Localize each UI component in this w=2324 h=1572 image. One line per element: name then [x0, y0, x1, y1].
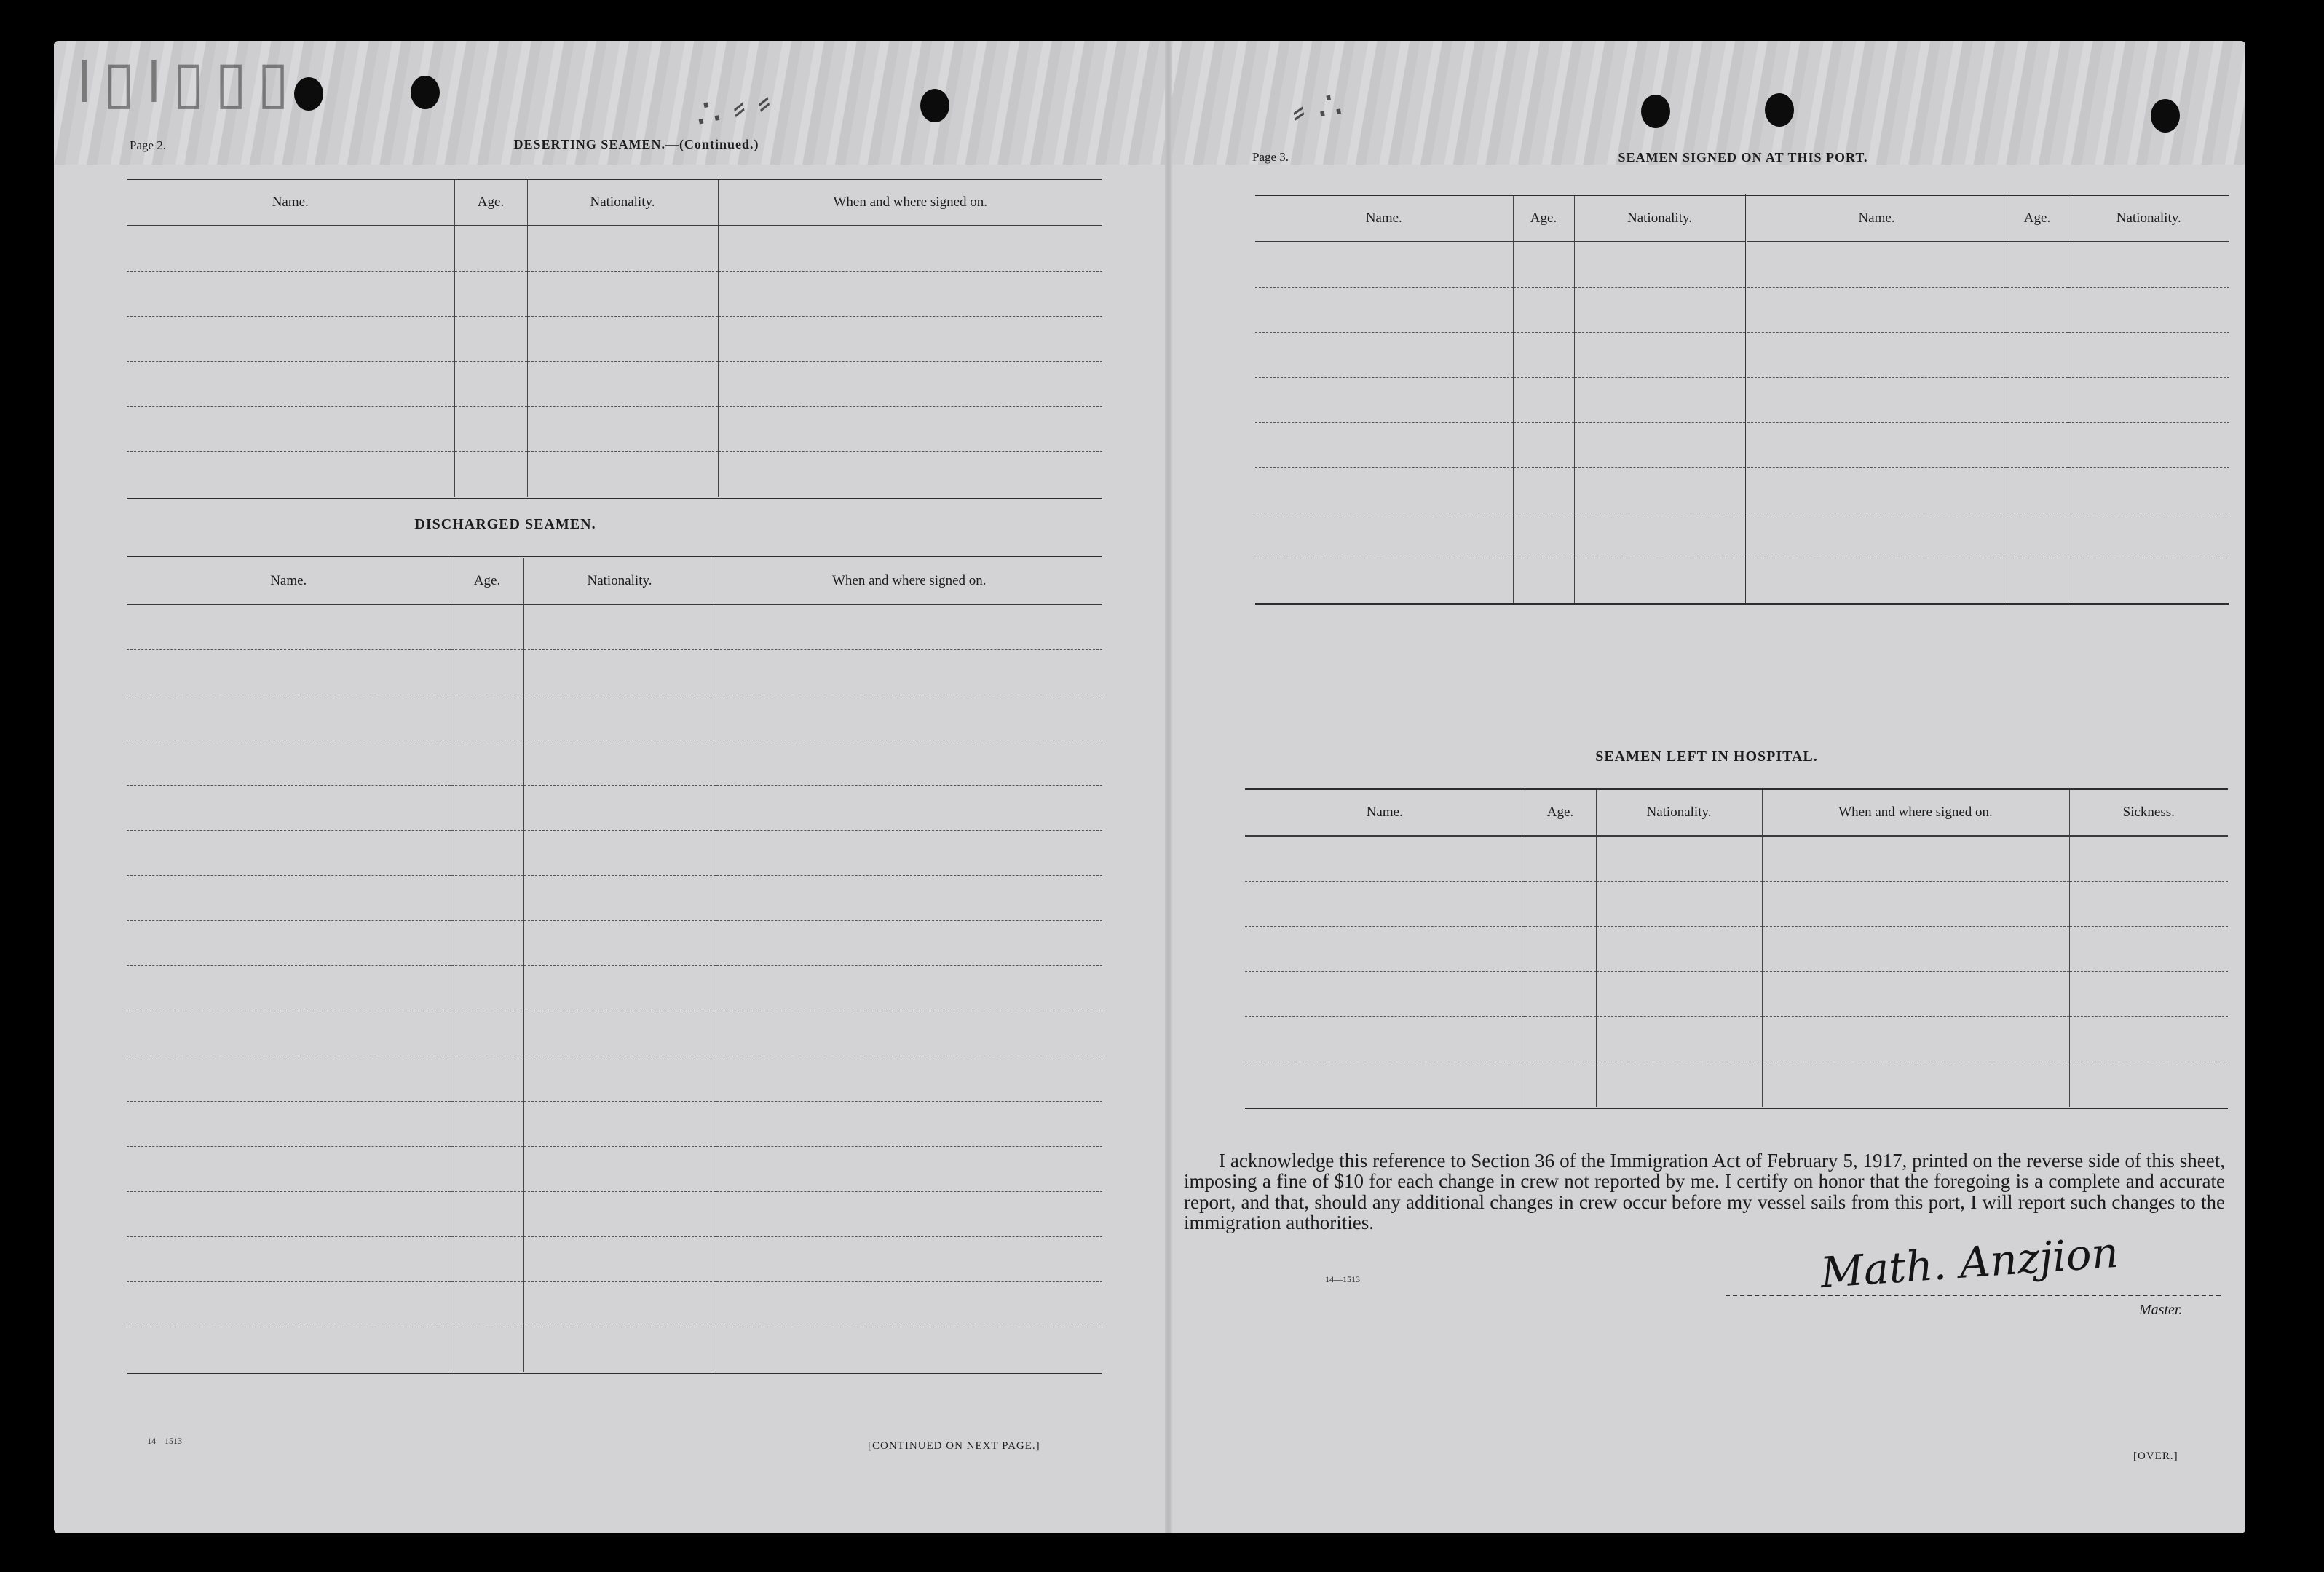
table-cell — [1762, 1017, 2069, 1062]
table-cell — [718, 226, 1102, 272]
table-cell — [2068, 468, 2229, 513]
table-cell — [2068, 242, 2229, 288]
table-cell — [1255, 513, 1513, 558]
table-cell — [451, 1056, 523, 1102]
table-cell — [451, 1327, 523, 1373]
column-header-nationality: Nationality. — [523, 558, 716, 605]
table-cell — [2007, 288, 2068, 333]
table-cell — [127, 1147, 451, 1192]
table-row — [127, 1011, 1102, 1056]
table-cell — [1762, 927, 2069, 972]
column-header-name: Name. — [127, 179, 454, 226]
table-cell — [127, 362, 454, 407]
table-cell — [451, 604, 523, 650]
table-cell — [1255, 242, 1513, 288]
table-cell — [1746, 513, 2007, 558]
table-cell — [454, 272, 527, 317]
table-cell — [1513, 558, 1574, 604]
table-cell — [2007, 423, 2068, 468]
table-row — [1255, 333, 2229, 378]
hospital-table — [1245, 788, 2228, 1109]
table-cell — [1255, 333, 1513, 378]
table-cell — [127, 1282, 451, 1327]
table-cell — [1513, 242, 1574, 288]
table-row — [1255, 513, 2229, 558]
table-cell — [1596, 1062, 1762, 1108]
column-header-signed-on: When and where signed on. — [1762, 789, 2069, 837]
table-cell — [1513, 288, 1574, 333]
column-header-name: Name. — [127, 558, 451, 605]
table-cell — [127, 831, 451, 876]
table-cell — [451, 740, 523, 786]
table-cell — [1255, 558, 1513, 604]
handwritten-marks-top-right: ⸗ ∴ — [1288, 81, 1345, 134]
hospital-rows — [1245, 836, 2228, 1108]
table-cell — [1245, 1062, 1525, 1108]
table-cell — [527, 407, 718, 452]
table-cell — [454, 362, 527, 407]
page-label: Page 2. — [130, 138, 167, 152]
table-cell — [1574, 242, 1746, 288]
table-cell — [451, 876, 523, 921]
center-fold — [1165, 41, 1172, 1533]
table-cell — [1596, 927, 1762, 972]
table-cell — [523, 786, 716, 831]
table-row — [127, 604, 1102, 650]
table-cell — [1245, 927, 1525, 972]
table-row — [127, 876, 1102, 921]
table-cell — [127, 452, 454, 498]
table-cell — [1574, 288, 1746, 333]
table-cell — [451, 650, 523, 695]
table-cell — [1245, 1017, 1525, 1062]
table-cell — [716, 1237, 1102, 1282]
table-cell — [716, 604, 1102, 650]
table-cell — [127, 317, 454, 362]
deserting-seamen-title: DESERTING SEAMEN.—(Continued.) — [513, 137, 759, 151]
table-row — [127, 1282, 1102, 1327]
table-cell — [523, 1102, 716, 1147]
table-cell — [1574, 423, 1746, 468]
table-row — [127, 1056, 1102, 1102]
table-cell — [527, 362, 718, 407]
column-header-age-2: Age. — [2007, 195, 2068, 242]
table-cell — [1596, 882, 1762, 927]
table-cell — [523, 1056, 716, 1102]
table-cell — [1245, 836, 1525, 882]
table-cell — [2068, 558, 2229, 604]
table-row — [1245, 1017, 2228, 1062]
table-row — [127, 407, 1102, 452]
signed-on-table — [1255, 194, 2229, 605]
table-row — [127, 226, 1102, 272]
table-cell — [527, 226, 718, 272]
column-header-age: Age. — [451, 558, 523, 605]
table-cell — [451, 1102, 523, 1147]
column-header-age: Age. — [454, 179, 527, 226]
table-cell — [1574, 513, 1746, 558]
table-cell — [127, 876, 451, 921]
table-cell — [2007, 333, 2068, 378]
table-cell — [127, 226, 454, 272]
table-cell — [527, 272, 718, 317]
table-cell — [1596, 972, 1762, 1017]
table-cell — [1746, 242, 2007, 288]
table-row — [1245, 836, 2228, 882]
table-cell — [1746, 468, 2007, 513]
table-cell — [127, 1011, 451, 1056]
document-sheet — [54, 41, 2245, 1533]
table-cell — [718, 452, 1102, 498]
column-header-name: Name. — [1255, 195, 1513, 242]
table-cell — [2069, 882, 2228, 927]
deserting-seamen-table — [127, 178, 1102, 499]
table-cell — [523, 604, 716, 650]
table-cell — [1762, 972, 2069, 1017]
table-cell — [1513, 333, 1574, 378]
column-header-signed-on: When and where signed on. — [716, 558, 1102, 605]
table-cell — [2068, 513, 2229, 558]
table-cell — [716, 786, 1102, 831]
table-cell — [523, 921, 716, 966]
table-row — [127, 1192, 1102, 1237]
table-cell — [1513, 423, 1574, 468]
table-cell — [2007, 378, 2068, 423]
table-cell — [523, 1237, 716, 1282]
table-cell — [451, 921, 523, 966]
table-row — [127, 1102, 1102, 1147]
table-cell — [1513, 468, 1574, 513]
table-cell — [1746, 288, 2007, 333]
form-number: 14—1513 — [147, 1436, 182, 1446]
continued-note: [CONTINUED ON NEXT PAGE.] — [868, 1440, 1040, 1452]
table-cell — [523, 1147, 716, 1192]
table-cell — [127, 740, 451, 786]
table-cell — [127, 650, 451, 695]
table-row — [1245, 972, 2228, 1017]
table-cell — [2069, 836, 2228, 882]
table-row — [127, 362, 1102, 407]
table-cell — [451, 786, 523, 831]
table-cell — [1574, 333, 1746, 378]
table-cell — [2069, 927, 2228, 972]
column-header-sickness: Sickness. — [2069, 789, 2228, 837]
table-cell — [1596, 1017, 1762, 1062]
table-row — [127, 1237, 1102, 1282]
signed-on-title: SEAMEN SIGNED ON AT THIS PORT. — [1618, 150, 1868, 165]
table-cell — [716, 876, 1102, 921]
table-cell — [523, 1327, 716, 1373]
table-cell — [1525, 1062, 1596, 1108]
table-cell — [716, 740, 1102, 786]
column-header-nationality: Nationality. — [1596, 789, 1762, 837]
table-cell — [127, 921, 451, 966]
signed-on-rows — [1255, 242, 2229, 604]
table-cell — [1525, 1017, 1596, 1062]
table-cell — [127, 604, 451, 650]
table-cell — [2069, 972, 2228, 1017]
table-cell — [523, 831, 716, 876]
table-cell — [1596, 836, 1762, 882]
table-row — [1255, 288, 2229, 333]
table-cell — [716, 1147, 1102, 1192]
table-cell — [454, 452, 527, 498]
table-cell — [1245, 882, 1525, 927]
table-cell — [451, 1282, 523, 1327]
table-cell — [1255, 468, 1513, 513]
table-cell — [127, 407, 454, 452]
table-cell — [451, 966, 523, 1011]
right-page — [1175, 41, 2245, 1533]
hospital-title: SEAMEN LEFT IN HOSPITAL. — [1595, 749, 1818, 765]
form-number: 14—1513 — [1325, 1274, 1360, 1284]
table-row — [1255, 423, 2229, 468]
table-cell — [523, 1011, 716, 1056]
table-row — [127, 695, 1102, 740]
table-cell — [718, 362, 1102, 407]
table-row — [127, 452, 1102, 498]
table-cell — [716, 966, 1102, 1011]
table-cell — [716, 1192, 1102, 1237]
table-cell — [1513, 513, 1574, 558]
table-cell — [1762, 1062, 2069, 1108]
table-cell — [127, 1237, 451, 1282]
handwritten-marks-top-left: ǀ▯ǀ▯▯▯ — [76, 48, 300, 116]
table-cell — [1762, 836, 2069, 882]
table-cell — [2068, 423, 2229, 468]
table-cell — [716, 1011, 1102, 1056]
table-row — [127, 831, 1102, 876]
table-cell — [1574, 558, 1746, 604]
table-cell — [718, 407, 1102, 452]
master-signature: Math. Anzjion — [1819, 1227, 2120, 1298]
table-cell — [523, 695, 716, 740]
table-cell — [451, 1011, 523, 1056]
table-cell — [451, 1192, 523, 1237]
table-cell — [1525, 972, 1596, 1017]
table-cell — [716, 1282, 1102, 1327]
table-cell — [1762, 882, 2069, 927]
table-cell — [451, 1237, 523, 1282]
table-cell — [716, 1102, 1102, 1147]
table-row — [127, 1147, 1102, 1192]
table-row — [127, 272, 1102, 317]
column-header-signed-on: When and where signed on. — [718, 179, 1102, 226]
table-cell — [1255, 423, 1513, 468]
table-cell — [716, 921, 1102, 966]
table-cell — [527, 452, 718, 498]
table-cell — [2069, 1062, 2228, 1108]
table-row — [1255, 558, 2229, 604]
table-cell — [523, 1192, 716, 1237]
table-cell — [454, 317, 527, 362]
table-cell — [523, 1282, 716, 1327]
table-row — [1255, 468, 2229, 513]
table-cell — [127, 1327, 451, 1373]
table-cell — [451, 1147, 523, 1192]
master-label: Master. — [2139, 1302, 2183, 1318]
table-row — [127, 740, 1102, 786]
column-header-nationality: Nationality. — [527, 179, 718, 226]
table-cell — [716, 650, 1102, 695]
table-cell — [1746, 423, 2007, 468]
discharged-seamen-table — [127, 556, 1102, 1374]
table-cell — [2068, 288, 2229, 333]
table-row — [127, 317, 1102, 362]
table-row — [127, 921, 1102, 966]
column-header-nationality-2: Nationality. — [2068, 195, 2229, 242]
table-cell — [1245, 972, 1525, 1017]
table-cell — [1525, 927, 1596, 972]
table-cell — [2007, 513, 2068, 558]
column-header-age: Age. — [1513, 195, 1574, 242]
table-cell — [716, 695, 1102, 740]
table-cell — [127, 786, 451, 831]
table-cell — [127, 1102, 451, 1147]
table-row — [127, 786, 1102, 831]
discharged-rows — [127, 604, 1102, 1373]
table-cell — [718, 317, 1102, 362]
table-cell — [1255, 378, 1513, 423]
table-cell — [127, 1192, 451, 1237]
table-cell — [718, 272, 1102, 317]
table-cell — [1746, 333, 2007, 378]
table-row — [1245, 927, 2228, 972]
table-cell — [2007, 558, 2068, 604]
page-label: Page 3. — [1252, 150, 1289, 164]
table-cell — [2007, 242, 2068, 288]
table-cell — [527, 317, 718, 362]
table-cell — [1525, 882, 1596, 927]
column-header-name: Name. — [1245, 789, 1525, 837]
table-cell — [2069, 1017, 2228, 1062]
table-row — [1255, 378, 2229, 423]
table-cell — [523, 876, 716, 921]
column-header-name-2: Name. — [1746, 195, 2007, 242]
signature-line — [1726, 1295, 2221, 1296]
table-cell — [127, 966, 451, 1011]
table-cell — [1525, 836, 1596, 882]
table-row — [127, 1327, 1102, 1373]
table-row — [127, 650, 1102, 695]
table-cell — [2007, 468, 2068, 513]
table-cell — [1574, 468, 1746, 513]
handwritten-marks-top-center: ∴ ⸗ ⸗ — [690, 76, 775, 138]
table-cell — [523, 650, 716, 695]
table-cell — [454, 226, 527, 272]
table-cell — [523, 966, 716, 1011]
deserting-rows — [127, 226, 1102, 498]
table-cell — [716, 1327, 1102, 1373]
column-header-nationality: Nationality. — [1574, 195, 1746, 242]
table-row — [1245, 1062, 2228, 1108]
table-row — [127, 966, 1102, 1011]
table-cell — [1746, 378, 2007, 423]
table-cell — [1255, 288, 1513, 333]
table-cell — [2068, 333, 2229, 378]
table-cell — [523, 740, 716, 786]
table-cell — [127, 695, 451, 740]
table-cell — [2068, 378, 2229, 423]
table-cell — [127, 1056, 451, 1102]
table-cell — [716, 831, 1102, 876]
table-cell — [1513, 378, 1574, 423]
table-row — [1245, 882, 2228, 927]
discharged-seamen-title: DISCHARGED SEAMEN. — [414, 516, 596, 532]
table-cell — [451, 695, 523, 740]
column-header-age: Age. — [1525, 789, 1596, 837]
acknowledgment-text: I acknowledge this reference to Section 36 of the Immigration Act of February 5, 1917, printed on the reverse side of this sheet, imposing a fine of $10 for each change in crew not reported by me. I certify on honor that the foregoing is a complete and accurate report, and that, should any additional changes in crew occur before my vessel sails from this port, I will report such changes to the immigration authorities. — [1184, 1150, 2225, 1234]
table-cell — [454, 407, 527, 452]
table-cell — [127, 272, 454, 317]
over-note: [OVER.] — [2133, 1450, 2178, 1462]
table-cell — [1746, 558, 2007, 604]
table-cell — [716, 1056, 1102, 1102]
table-cell — [1574, 378, 1746, 423]
table-row — [1255, 242, 2229, 288]
left-page — [54, 41, 1161, 1533]
table-cell — [451, 831, 523, 876]
